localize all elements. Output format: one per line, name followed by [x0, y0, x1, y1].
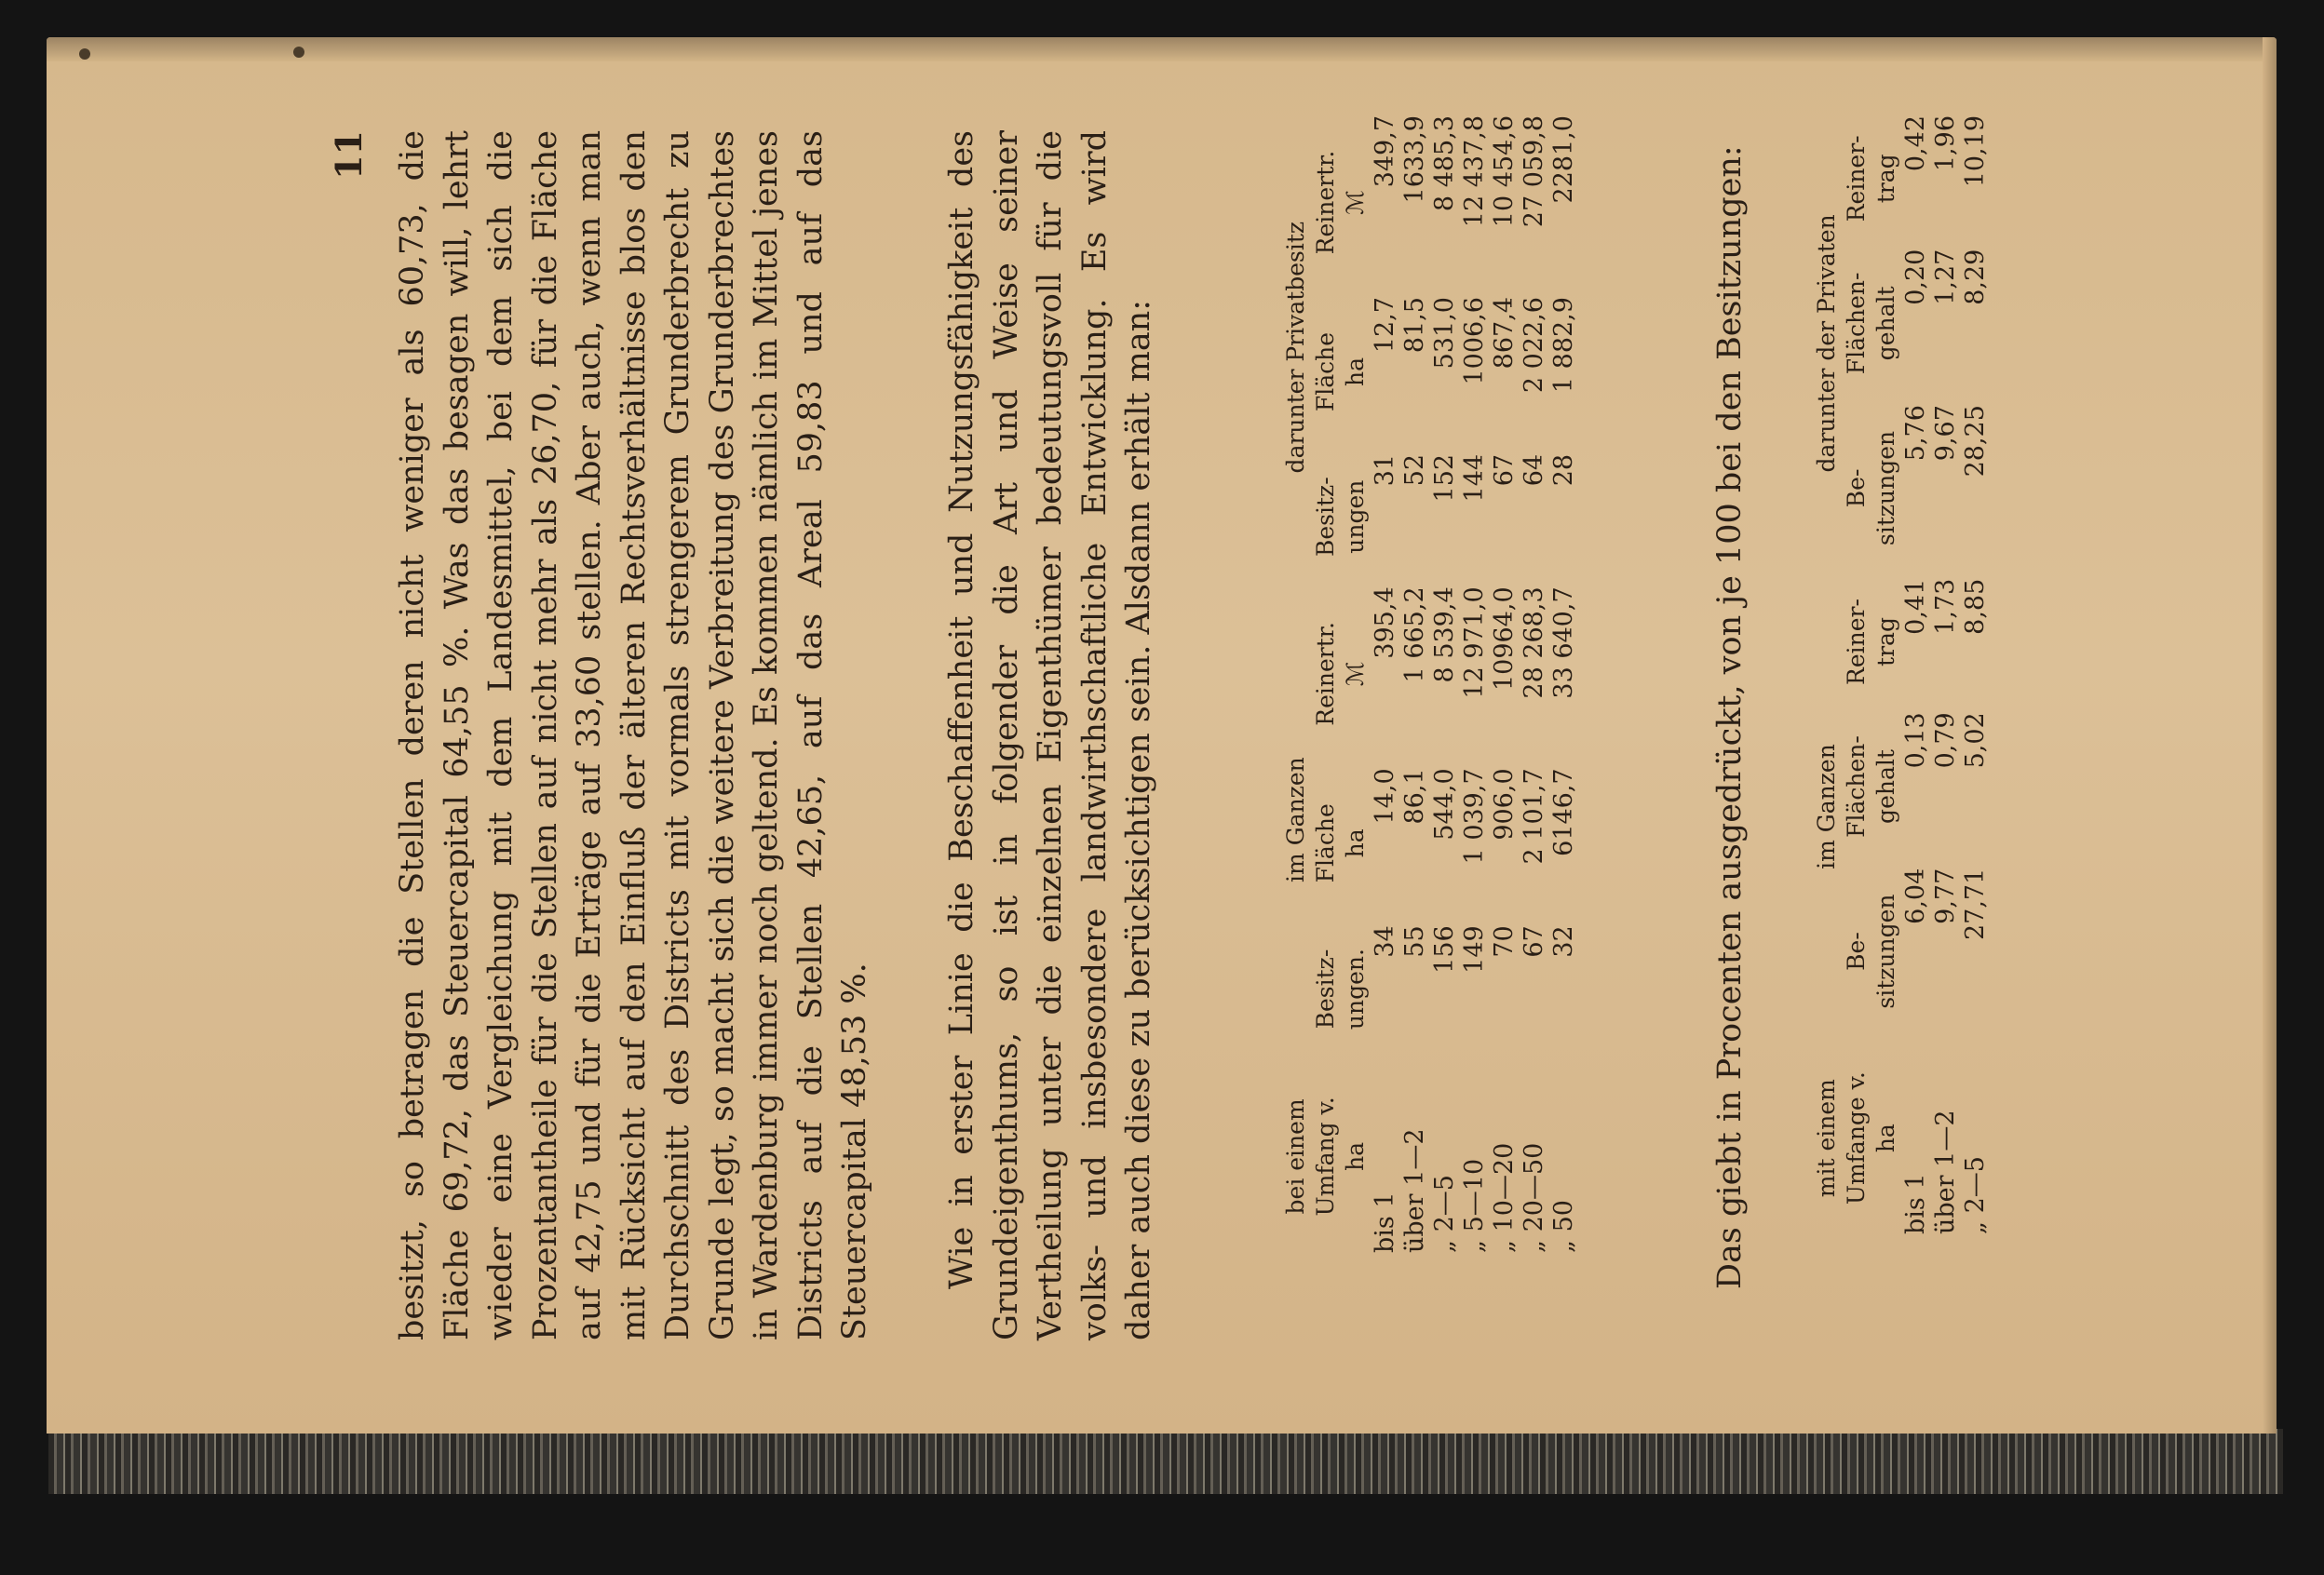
- table-cell: 81,5: [1399, 297, 1429, 354]
- table-cell: 395,4: [1370, 586, 1399, 659]
- table-cell: 32: [1548, 925, 1578, 958]
- column-header: Reinertr.: [1311, 150, 1339, 255]
- column-header: Be-: [1842, 468, 1870, 508]
- table-cell: 28 268,3: [1519, 586, 1548, 699]
- table-cell: 0,41: [1900, 578, 1930, 635]
- row-prefix: „: [1519, 1240, 1548, 1253]
- row-label: [1429, 1057, 1459, 1257]
- table-cell: 64: [1519, 453, 1548, 487]
- table-cell: 8,85: [1960, 578, 1990, 635]
- row-prefix: „: [1960, 1221, 1990, 1234]
- table-row: [1900, 112, 1930, 1238]
- table-cell: 12,7: [1370, 297, 1399, 354]
- page-number: 11: [328, 130, 370, 180]
- column-header: Umfange v.: [1842, 1071, 1870, 1205]
- table-cell: 0,42: [1900, 115, 1930, 172]
- row-range: 50: [1548, 1200, 1578, 1232]
- table-cell: 6,04: [1900, 868, 1930, 924]
- table-group-header: darunter der Privaten: [1812, 214, 1840, 473]
- row-range: 1—2: [1930, 1110, 1960, 1167]
- column-unit: gehalt: [1871, 749, 1899, 824]
- row-prefix: „: [1459, 1240, 1489, 1253]
- page-top-shadow: [47, 37, 2277, 61]
- row-label: [1900, 1038, 1930, 1238]
- paragraph-3: Das giebt in Procenten ausgedrückt, von je 100 bei den Besitzungen:: [1711, 145, 1749, 1289]
- column-unit: ungen.: [1341, 949, 1369, 1030]
- column-header: Besitz-: [1311, 477, 1339, 557]
- row-label: [1930, 1038, 1960, 1238]
- column-unit: ungen: [1341, 479, 1369, 554]
- table-header-row: [1340, 112, 1370, 1257]
- table-cell: 8 539,4: [1429, 586, 1459, 683]
- table-cell: 67: [1489, 453, 1519, 487]
- table-row: [1930, 112, 1960, 1238]
- table-cell: 867,4: [1489, 297, 1519, 370]
- table-header-row: [1841, 112, 1871, 1238]
- table-group-header-row: [1811, 112, 1841, 1238]
- row-prefix: „: [1489, 1240, 1519, 1253]
- page-right-shadow: [2263, 37, 2277, 1434]
- table-cell: 10 454,6: [1489, 115, 1519, 228]
- table-cell: 27,71: [1960, 868, 1990, 941]
- column-unit: gehalt: [1871, 286, 1899, 361]
- table-row: [1489, 112, 1519, 1257]
- column-unit: ha: [1341, 828, 1369, 858]
- table-header-row: [1871, 112, 1900, 1238]
- row-range: 20—50: [1519, 1142, 1548, 1232]
- paragraph-1: besitzt, so betragen die Stellen deren nicht weniger als 60,73, die Fläche 69,72, das Steuercapital 64,55 %. Was das besagen will, lehrt wieder eine Vergleichung mit dem Landesmittel, bei dem sich die Prozentantheile für die Stellen auf nicht mehr als 26,70, für die Fläche auf 42,75 und für die Erträge auf 33,60 stellen. Aber auch, wenn man mit Rücksicht auf den Einfluß der älteren Rechtsverhältnisse blos den Durchschnitt des Districts mit vormals strengerem Grunderbrecht zu Grunde legt, so macht sich die weitere Verbreitung des Grunderbrechtes in Wardenburg immer noch geltend. Es kommen nämlich im Mittel jenes Districts auf die Stellen 42,65, auf das Areal 59,83 und auf das Steuercapital 48,53 %.: [394, 130, 873, 1340]
- table-cell: 149: [1459, 925, 1489, 974]
- table-cell: 1,96: [1930, 115, 1960, 172]
- table-cell: 0,79: [1930, 712, 1960, 769]
- table-group-header: bei einem: [1281, 1098, 1309, 1215]
- holdings-table: [1280, 112, 1578, 1257]
- table-cell: 2281,0: [1548, 115, 1578, 204]
- table-row: [1429, 112, 1459, 1257]
- row-prefix: „: [1548, 1240, 1578, 1253]
- column-header: Umfang v.: [1311, 1097, 1339, 1217]
- row-range: 5—10: [1459, 1158, 1489, 1232]
- table-cell: 5,76: [1900, 405, 1930, 462]
- table-cell: 0,13: [1900, 712, 1930, 769]
- column-unit: ha: [1871, 1124, 1899, 1153]
- table-cell: 12 971,0: [1459, 586, 1489, 699]
- column-unit: ha: [1341, 357, 1369, 386]
- table-cell: 1 882,9: [1548, 297, 1578, 394]
- table-cell: 1,27: [1930, 249, 1960, 305]
- table-cell: 33 640,7: [1548, 586, 1578, 699]
- table-cell: 10,19: [1960, 115, 1990, 188]
- row-prefix: über: [1930, 1175, 1960, 1234]
- column-unit: sitzungen: [1871, 894, 1899, 1009]
- row-range: bis 1: [1370, 1191, 1399, 1253]
- table-cell: 1633,9: [1399, 115, 1429, 204]
- column-header: Fläche: [1311, 803, 1339, 883]
- row-range: 1—2: [1399, 1128, 1429, 1186]
- row-label: [1370, 1057, 1399, 1257]
- table-cell: 28: [1548, 453, 1578, 487]
- table-cell: 31: [1370, 453, 1399, 487]
- rotated-text-block: [326, 115, 2142, 1340]
- table-row: [1960, 112, 1990, 1238]
- table-cell: 531,0: [1429, 297, 1459, 370]
- column-unit: ℳ: [1341, 661, 1369, 687]
- row-label: [1489, 1057, 1519, 1257]
- row-label: [1519, 1057, 1548, 1257]
- column-header: Flächen-: [1842, 272, 1870, 375]
- table-cell: 1006,6: [1459, 297, 1489, 385]
- column-unit: ℳ: [1341, 190, 1369, 215]
- table-cell: 1 665,2: [1399, 586, 1429, 683]
- column-header: Be-: [1842, 932, 1870, 971]
- table-cell: 10964,0: [1489, 586, 1519, 692]
- column-header: Besitz-: [1311, 949, 1339, 1030]
- table-cell: 2 022,6: [1519, 297, 1548, 394]
- table-cell: 52: [1399, 453, 1429, 487]
- table-row: [1370, 112, 1399, 1257]
- column-header: Reinertr.: [1311, 622, 1339, 726]
- column-unit: ha: [1341, 1141, 1369, 1171]
- table-cell: 9,67: [1930, 405, 1960, 462]
- row-prefix: „: [1429, 1240, 1459, 1253]
- column-unit: sitzungen: [1871, 430, 1899, 545]
- table-group-header: im Ganzen: [1812, 744, 1840, 869]
- column-header: Reiner-: [1842, 599, 1870, 685]
- table-header-row: [1310, 112, 1340, 1257]
- table-cell: 144: [1459, 453, 1489, 503]
- row-label: [1399, 1057, 1429, 1257]
- table-cell: 14,0: [1370, 768, 1399, 825]
- table-cell: 1,73: [1930, 578, 1960, 635]
- column-header: Reiner-: [1842, 135, 1870, 222]
- table-cell: 34: [1370, 925, 1399, 958]
- row-range: 2—5: [1960, 1156, 1990, 1214]
- row-label: [1459, 1057, 1489, 1257]
- table-row: [1459, 112, 1489, 1257]
- row-range: 2—5: [1429, 1175, 1459, 1232]
- table-group-header: im Ganzen: [1281, 757, 1309, 882]
- page-speck: [293, 47, 304, 58]
- paragraph-2: Wie in erster Linie die Beschaffenheit und Nutzungsfähigkeit des Grundeigenthums, so ist in folgender die Art und Weise seiner Vertheilung unter die einzelnen Eigenthümer bedeutungsvoll für die volks- und insbesondere landwirthschaftliche Entwicklung. Es wird daher auch diese zu berücksichtigen sein. Alsdann erhält man:: [943, 130, 1157, 1340]
- table-cell: 1 039,7: [1459, 768, 1489, 865]
- table-group-header: darunter Privatbesitz: [1281, 221, 1309, 474]
- percentage-table: [1811, 112, 1990, 1238]
- table-cell: 349,7: [1370, 115, 1399, 188]
- table-row: [1399, 112, 1429, 1257]
- table-cell: 6146,7: [1548, 768, 1578, 856]
- table-group-header: mit einem: [1812, 1079, 1840, 1198]
- table-cell: 906,0: [1489, 768, 1519, 841]
- table-cell: 12 437,8: [1459, 115, 1489, 228]
- table-cell: 0,20: [1900, 249, 1930, 305]
- table-row: [1548, 112, 1578, 1257]
- table-cell: 5,02: [1960, 712, 1990, 769]
- table-cell: 28,25: [1960, 405, 1990, 478]
- row-prefix: über: [1399, 1193, 1429, 1253]
- row-label: [1960, 1038, 1990, 1238]
- table-cell: 9,77: [1930, 868, 1960, 924]
- table-cell: 55: [1399, 925, 1429, 958]
- table-cell: 27 059,8: [1519, 115, 1548, 228]
- table-cell: 8 485,3: [1429, 115, 1459, 212]
- table-cell: 156: [1429, 925, 1459, 974]
- column-header: Flächen-: [1842, 735, 1870, 838]
- table-cell: 70: [1489, 925, 1519, 958]
- table-group-header-row: [1280, 112, 1310, 1257]
- row-range: bis 1: [1900, 1173, 1930, 1234]
- table-cell: 544,0: [1429, 768, 1459, 841]
- table-cell: 152: [1429, 453, 1459, 503]
- column-unit: trag: [1871, 154, 1899, 204]
- book-page: [47, 37, 2277, 1434]
- table-cell: 67: [1519, 925, 1548, 958]
- page-speck: [79, 48, 90, 60]
- column-unit: trag: [1871, 617, 1899, 666]
- table-cell: 86,1: [1399, 768, 1429, 825]
- table-row: [1519, 112, 1548, 1257]
- table-cell: 8,29: [1960, 249, 1990, 305]
- row-range: 10—20: [1489, 1142, 1519, 1232]
- book-edge: [48, 1429, 2283, 1494]
- column-header: Fläche: [1311, 331, 1339, 412]
- table-cell: 2 101,7: [1519, 768, 1548, 865]
- row-label: [1548, 1057, 1578, 1257]
